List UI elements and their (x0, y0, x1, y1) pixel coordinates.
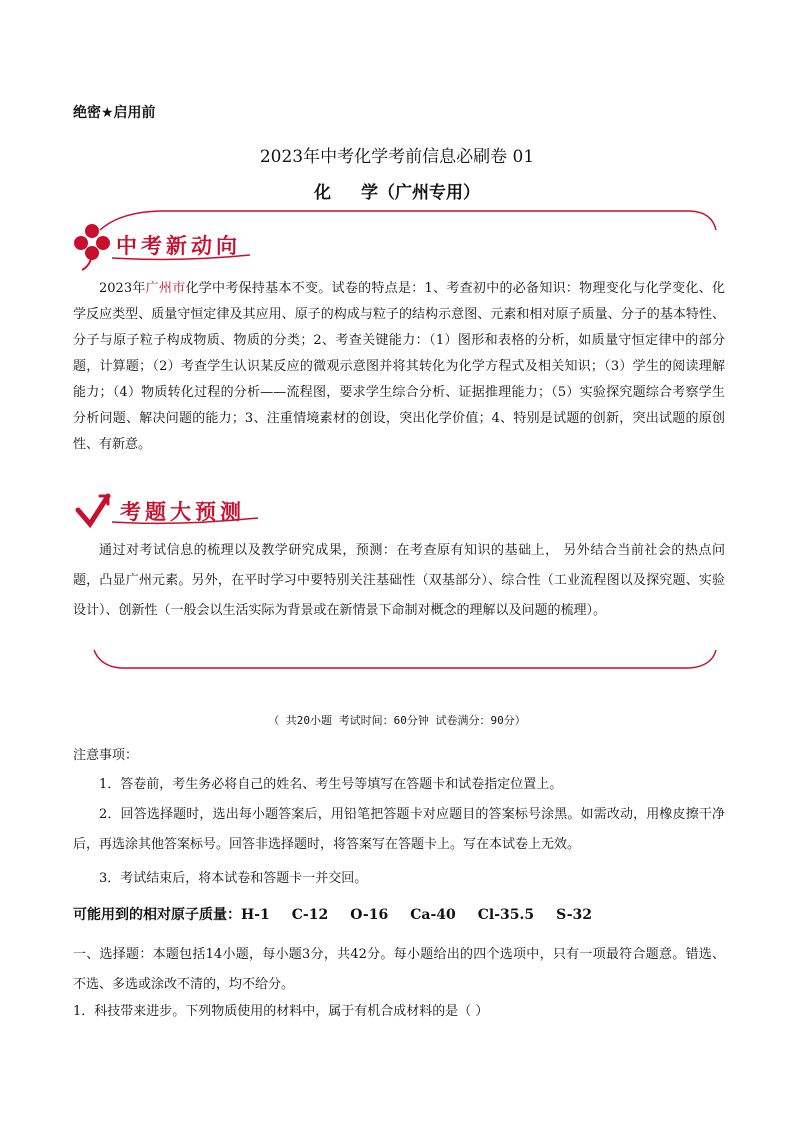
frame-top-line (100, 211, 716, 230)
forecast-paragraph: 通过对考试信息的梳理以及教学研究成果，预测：在考查原有知识的基础上， 另外结合当前社会的热点问题，凸显广州元素。另外，在平时学习中要特别关注基础性（双基部分）、综合性（工业流程图以及探究题、实验设计）、创新性（一般会以生活实际为背景或在新情景下命制对概念的理解以及问题的梳理）。 (73, 543, 725, 618)
frame-bottom-line (94, 650, 716, 668)
notes-item-2: 2．回答选择题时，选出每小题答案后，用铅笔把答题卡对应题目的答案标号涂黑。如需改动，用橡皮擦干净后，再选涂其他答案标号。回答非选择题时，将答案写在答题卡上。写在本试卷上无效。 (73, 807, 725, 852)
exam-meta: （ 共20小题 考试时间：60分钟 试卷满分：90分） (268, 714, 526, 727)
atomic-mass-line (73, 904, 614, 924)
atomic-mass-element: O-16 (350, 907, 389, 923)
section-heading-trends: 中考新动向 (116, 234, 241, 258)
atomic-mass-element: S-32 (556, 907, 593, 923)
subject-part-a: 化 (314, 183, 331, 203)
trends-body: 化学中考保持基本不变。试卷的特点是：1、考查初中的必备知识：物理变化与化学变化、化学反应类型、质量守恒定律及其应用、原子的构成与粒子的结构示意图、元素和相对原子质量、分子的基本特性、分子与原子粒子构成物质、物质的分类；2、考查关键能力：（1）图形和表格的分析，如质量守恒定律中的部分题，计算题；（2）考查学生认识某反应的微观示意图并将其转化为化学方程式及相关知识；（3）学生的阅读理解能力；（4）物质转化过程的分析——流程图，要求学生综合分析、证据推理能力；（5）实验探究题综合考察学生分析问题、解决问题的能力；3、注重情境素材的创设，突出化学价值；4、特别是试题的创新，突出试题的原创性、有新意。 (73, 281, 725, 452)
trends-paragraph (73, 276, 725, 458)
section1-intro: 一、选择题：本题包括14小题，每小题3分，共42分。每小题给出的四个选项中，只有一项最符合题意。错选、不选、多选或涂改不清的，均不给分。 (73, 947, 725, 992)
atomic-mass-element: H-1 (241, 907, 270, 923)
section-heading-forecast: 考题大预测 (120, 500, 245, 524)
notes-item-3: 3．考试结束后，将本试卷和答题卡一并交回。 (99, 871, 368, 886)
checkmark-icon (78, 496, 108, 524)
atomic-mass-element: C-12 (291, 907, 329, 923)
page-title: 2023年中考化学考前信息必刷卷 01 (259, 147, 535, 167)
notes-label: 注意事项： (73, 748, 139, 763)
atomic-mass-element: Ca-40 (410, 907, 456, 923)
subject-part-b: 学（广州专用） (361, 183, 480, 203)
secret-label: 绝密★启用前 (73, 105, 156, 121)
question-1: 1．科技带来进步。下列物质使用的材料中，属于有机合成材料的是（ ） (73, 1004, 489, 1019)
trends-city: 广州市 (145, 281, 186, 296)
clover-icon (74, 224, 110, 270)
atomic-mass-label: 可能用到的相对原子质量： (73, 907, 241, 923)
atomic-mass-element: Cl-35.5 (477, 907, 535, 923)
notes-item-1: 1．答卷前，考生务必将自己的姓名、考生号等填写在答题卡和试卷指定位置上。 (99, 777, 563, 792)
trends-prefix: 2023年 (99, 281, 146, 296)
